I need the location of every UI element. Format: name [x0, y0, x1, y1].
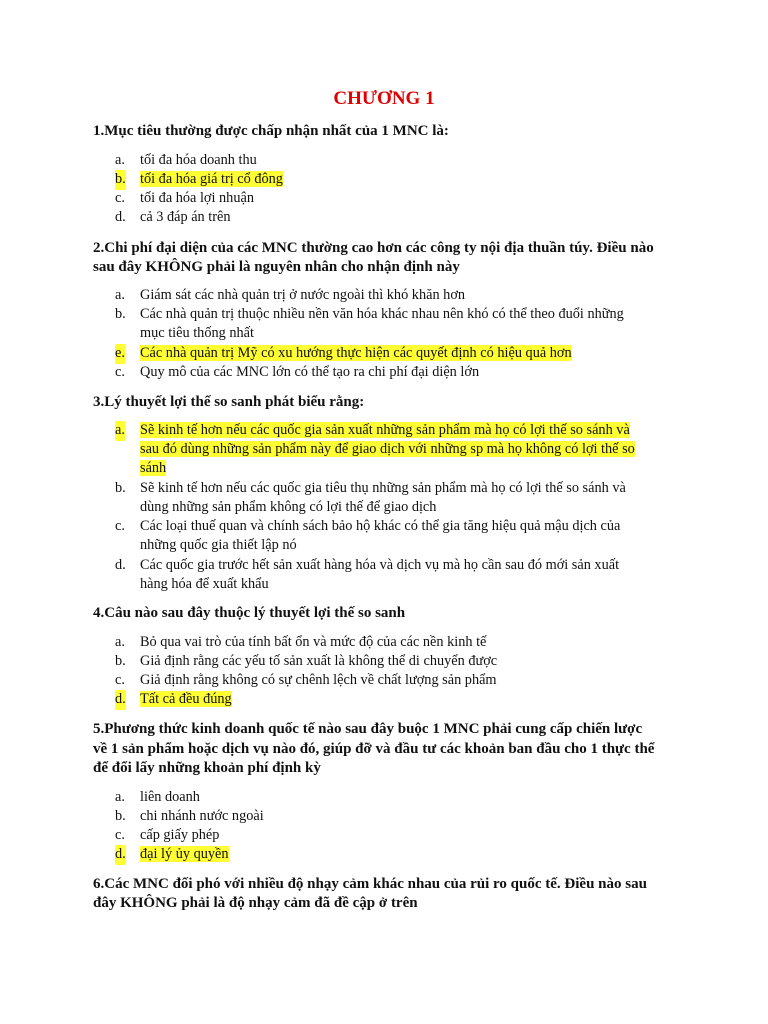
- option-letter: d.: [115, 690, 126, 710]
- option-text-line-1: Các nhà quản trị thuộc nhiều nền văn hóa khác nhau nên khó có thể theo đuổi những: [140, 306, 624, 322]
- option-text: tối đa hóa doanh thu: [140, 152, 257, 168]
- option-letter: b.: [115, 170, 126, 190]
- option-letter: b.: [115, 653, 126, 669]
- option-text-line-2: dùng những sản phẩm không có lợi thế để giao dịch: [140, 499, 437, 515]
- option-letter: b.: [115, 808, 126, 824]
- option-text-line-2: mục tiêu thống nhất: [140, 325, 254, 341]
- option-letter: b.: [115, 480, 126, 496]
- option-text: Giả định rằng không có sự chênh lệch về chất lượng sản phẩm: [140, 672, 497, 688]
- question-2-line-2: sau đây KHÔNG phải là nguyên nhân cho nhận định này: [93, 259, 460, 275]
- option-text-line-2: hàng hóa để xuất khẩu: [140, 576, 269, 592]
- question-5-line-3: để đổi lấy những khoản phí định kỳ: [93, 760, 321, 776]
- option-letter: c.: [115, 672, 125, 688]
- option-text: tối đa hóa lợi nhuận: [140, 190, 254, 206]
- option-text: liên doanh: [140, 789, 200, 805]
- question-6-line-2: đây KHÔNG phải là độ nhạy cảm đã đề cập ở trên: [93, 895, 418, 911]
- option-text-line-2: những quốc gia thiết lập nó: [140, 537, 297, 553]
- option-letter: c.: [115, 364, 125, 380]
- option-text-highlighted: Tất cả đều đúng: [140, 691, 232, 707]
- question-5-line-1: 5.Phương thức kinh doanh quốc tế nào sau đây buộc 1 MNC phải cung cấp chiến lược: [93, 721, 643, 737]
- question-5-line-2: về 1 sản phẩm hoặc dịch vụ nào đó, giúp đỡ và đầu tư các khoản ban đầu cho 1 thực thể: [93, 741, 655, 757]
- option-text-highlighted: Các nhà quản trị Mỹ có xu hướng thực hiện các quyết định có hiệu quả hơn: [140, 345, 572, 361]
- question-2-line-1: 2.Chi phí đại diện của các MNC thường cao hơn các công ty nội địa thuần túy. Điều nào: [93, 240, 654, 256]
- option-letter: a.: [115, 287, 125, 303]
- option-text-highlighted-line-2: sau đó dùng những sản phẩm này để giao dịch với những sp mà họ không có lợi thế so: [140, 441, 635, 457]
- option-text-line-1: Các loại thuế quan và chính sách bảo hộ khác có thể gia tăng hiệu quả mậu dịch của: [140, 518, 621, 534]
- option-letter: a.: [115, 789, 125, 805]
- question-1: 1.Mục tiêu thường được chấp nhận nhất của 1 MNC là:: [93, 123, 449, 139]
- option-letter: a.: [115, 421, 125, 441]
- question-4: 4.Câu nào sau đây thuộc lý thuyết lợi thế so sanh: [93, 605, 406, 621]
- option-letter: c.: [115, 827, 125, 843]
- option-text: cả 3 đáp án trên: [140, 209, 231, 225]
- option-text: cấp giấy phép: [140, 827, 220, 843]
- option-text: Bỏ qua vai trò của tính bất ổn và mức độ của các nền kinh tế: [140, 634, 487, 650]
- question-6-line-1: 6.Các MNC đối phó với nhiều độ nhạy cảm khác nhau của rủi ro quốc tế. Điều nào sau: [93, 876, 647, 892]
- option-text-highlighted-line-1: Sẽ kinh tế hơn nếu các quốc gia sản xuất những sản phẩm mà họ có lợi thế so sánh và: [140, 422, 630, 438]
- option-text: chi nhánh nước ngoài: [140, 808, 264, 824]
- chapter-title: CHƯƠNG 1: [333, 88, 435, 109]
- option-text-line-1: Các quốc gia trước hết sản xuất hàng hóa và dịch vụ mà họ cần sau đó mới sản xuất: [140, 557, 620, 573]
- option-letter: c.: [115, 190, 125, 206]
- option-text: Quy mô của các MNC lớn có thể tạo ra chi phí đại diện lớn: [140, 364, 480, 380]
- option-letter: d.: [115, 845, 126, 865]
- question-3: 3.Lý thuyết lợi thế so sanh phát biểu rằng:: [93, 394, 365, 410]
- option-text: Giả định rằng các yếu tố sản xuất là không thể di chuyển được: [140, 653, 498, 669]
- option-letter: e.: [115, 344, 125, 364]
- option-letter: a.: [115, 152, 125, 168]
- option-letter: d.: [115, 209, 126, 225]
- option-text-line-1: Sẽ kinh tế hơn nếu các quốc gia tiêu thụ những sản phẩm mà họ có lợi thế so sánh và: [140, 480, 626, 496]
- option-text-highlighted: đại lý ủy quyền: [140, 846, 229, 862]
- option-letter: d.: [115, 557, 126, 573]
- option-letter: c.: [115, 518, 125, 534]
- option-letter: b.: [115, 306, 126, 322]
- option-letter: a.: [115, 634, 125, 650]
- option-text-highlighted: tối đa hóa giá trị cổ đông: [140, 171, 283, 187]
- option-text: Giám sát các nhà quản trị ở nước ngoài thì khó khăn hơn: [140, 287, 466, 303]
- option-text-highlighted-line-3: sánh: [140, 460, 167, 476]
